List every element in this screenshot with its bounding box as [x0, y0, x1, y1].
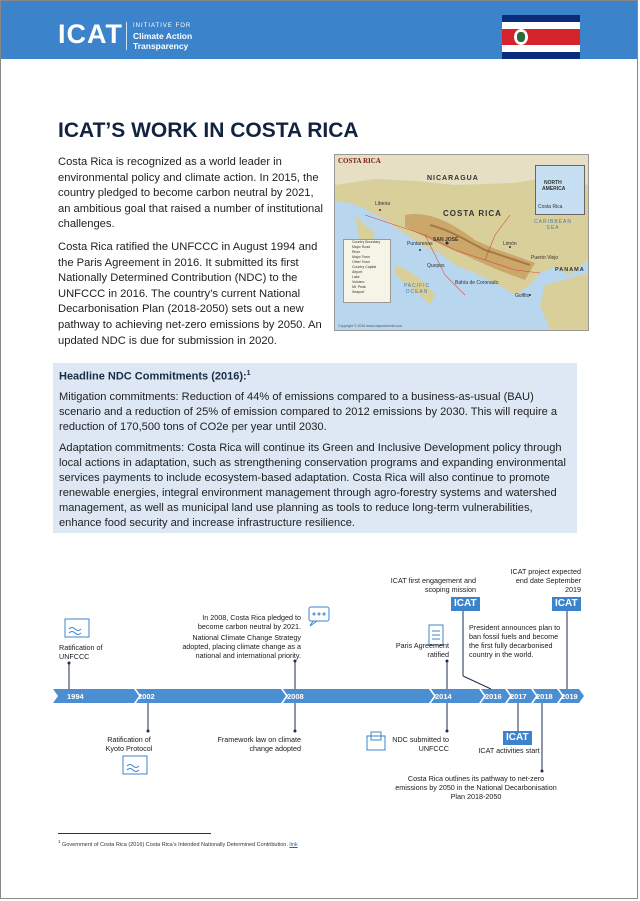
legend-item: Volcano: [352, 280, 365, 284]
map-city-liberia: Liberia: [375, 201, 391, 207]
map-city-golfito: Golfito: [515, 293, 530, 299]
year-2002: 2002: [138, 692, 155, 701]
commitments-heading-text: Headline NDC Commitments (2016):: [59, 370, 247, 383]
map-city-puerto-viejo: Puerto Viejo: [531, 255, 559, 261]
page-title: ICAT’S WORK IN COSTA RICA: [58, 119, 359, 142]
map-city-puntarenas: Puntarenas: [407, 241, 433, 247]
map-label-caribbean: CARIBBEAN SEA: [534, 219, 572, 231]
event-2008-strategy: National Climate Change Strategy adopted, placing climate change as a national and international priority.: [182, 633, 301, 660]
intro-paragraph-1: Costa Rica is recognized as a world leader in environmental policy and climate action. In 2015, the country pledged to become carbon neutral by 2021, an ambitious goal that raised a number of institutional challenges.: [58, 156, 323, 231]
timeline: [1, 1, 638, 899]
map-city-quepos: Quepos: [427, 263, 445, 269]
icat-badge-end: ICAT: [552, 597, 581, 611]
icat-badge-start: ICAT: [503, 731, 532, 745]
timeline-arrow-bar: [53, 689, 584, 703]
map-credit: Copyright © 2016 www.mapsofworld.com: [338, 324, 403, 328]
legend-item: Major Road: [352, 245, 371, 249]
footnote-rule: [58, 833, 211, 834]
footnote-text: Government of Costa Rica (2016) Costa Rica’s Intended Nationally Determined Contribution.: [62, 841, 288, 848]
map-label-costa-rica: COSTA RICA: [443, 209, 502, 218]
inset-label-north: NORTH: [544, 180, 562, 186]
legend-item: Seaport: [352, 290, 365, 294]
event-ndc-submitted: NDC submitted to UNFCCC: [392, 735, 449, 753]
event-2008-pledge: In 2008, Costa Rica pledged to become carbon neutral by 2021.: [197, 613, 301, 631]
icat-badge-first: ICAT: [451, 597, 480, 611]
year-2008: 2008: [287, 692, 304, 701]
map-label-capital: SAN JOSÉ: [433, 237, 459, 243]
legend-item: Airport: [352, 270, 363, 274]
inset-label-costa-rica: Costa Rica: [538, 204, 563, 210]
year-2014: 2014: [435, 692, 452, 701]
event-2002: Ratification of Kyoto Protocol: [105, 735, 153, 753]
legend-item: Lake: [352, 275, 360, 279]
year-2017: 2017: [510, 692, 527, 701]
event-2008-framework-law: Framework law on climate change adopted: [217, 735, 301, 753]
footnote: [58, 839, 298, 848]
event-1994: Ratification of UNFCCC: [59, 643, 103, 661]
year-2016: 2016: [485, 692, 502, 701]
legend-item: River: [352, 250, 361, 254]
event-icat-first-engagement: ICAT first engagement and scoping mission: [390, 576, 476, 594]
event-president-announces: President announces plan to ban fossil fuels and become the first fully decarbonised country in the world.: [469, 623, 561, 659]
year-2019: 2019: [561, 692, 578, 701]
event-paris-agreement: Paris Agreement ratified: [395, 641, 449, 659]
map-title: COSTA RICA: [338, 157, 381, 165]
year-1994: 1994: [67, 692, 84, 701]
inset-label-america: AMERICA: [542, 186, 566, 192]
event-icat-activities-start: ICAT activities start: [478, 746, 540, 755]
icat-logo: ICAT: [58, 19, 123, 49]
legend-item: Other Town: [352, 260, 370, 264]
legend-item: Mt. Peak: [352, 285, 366, 289]
year-2018: 2018: [536, 692, 553, 701]
tagline-line-2: Climate Action: [133, 31, 193, 41]
map-city-limon: Limón: [503, 241, 517, 247]
timeline-graphic: [1, 1, 638, 899]
footnote-link[interactable]: link: [289, 841, 298, 848]
adaptation-commitments: Adaptation commitments: Costa Rica will continue its Green and Inclusive Development policy through local actions in adaptation, such as strengthening conservation programs and expanding environmental services payments to include ecosystem-based adaptation. Costa Rica will also continue to promote renewable energies, integral environment management through agro-forestry systems and watershed management, as well as municipal land use planning as tools to reduce long-term vulnerabilities, enhance food security and increase infrastructure resilience.: [59, 442, 566, 529]
tagline-line-1: INITIATIVE FOR: [133, 23, 192, 29]
footnote-number: 1: [58, 839, 61, 844]
tagline-line-3: Transparency: [133, 41, 189, 51]
map-city-bahia: Bahía de Coronado: [455, 280, 499, 286]
map-label-panama: PANAMA: [555, 267, 585, 273]
event-decarbonisation-plan: Costa Rica outlines its pathway to net-zero emissions by 2050 in the National Decarbonisation Plan 2018-2050: [395, 774, 557, 801]
event-icat-end-date: ICAT project expected end date September 2019: [510, 567, 581, 594]
legend-item: Country Boundary: [352, 240, 381, 244]
map-label-nicaragua: NICARAGUA: [427, 175, 479, 182]
legend-item: Country Capital: [352, 265, 377, 269]
intro-paragraph-2: Costa Rica ratified the UNFCCC in August 1994 and the Paris Agreement in 2016. It submitted its first Nationally Determined Contribution (NDC) to the UNFCCC in 2016. The country’s current National Decarbonisation Plan (2018-2050) sets out a new pathway to achieving net-zero emissions by 2050. An updated NDC is due for submission in 2020.: [58, 240, 322, 347]
speech-icon: [309, 607, 329, 621]
legend-item: Major Town: [352, 255, 370, 259]
map-label-pacific: PACIFIC OCEAN: [403, 283, 431, 295]
mitigation-commitments: Mitigation commitments: Reduction of 44% of emissions compared to a business-as-usual (BAU) scenario and a reduction of 25% of emission compared to 2012 emissions by 2030. This will require a reduction of 170,500 tons of CO2e per year until 2030.: [59, 391, 558, 433]
footnote-ref: 1: [246, 370, 251, 377]
